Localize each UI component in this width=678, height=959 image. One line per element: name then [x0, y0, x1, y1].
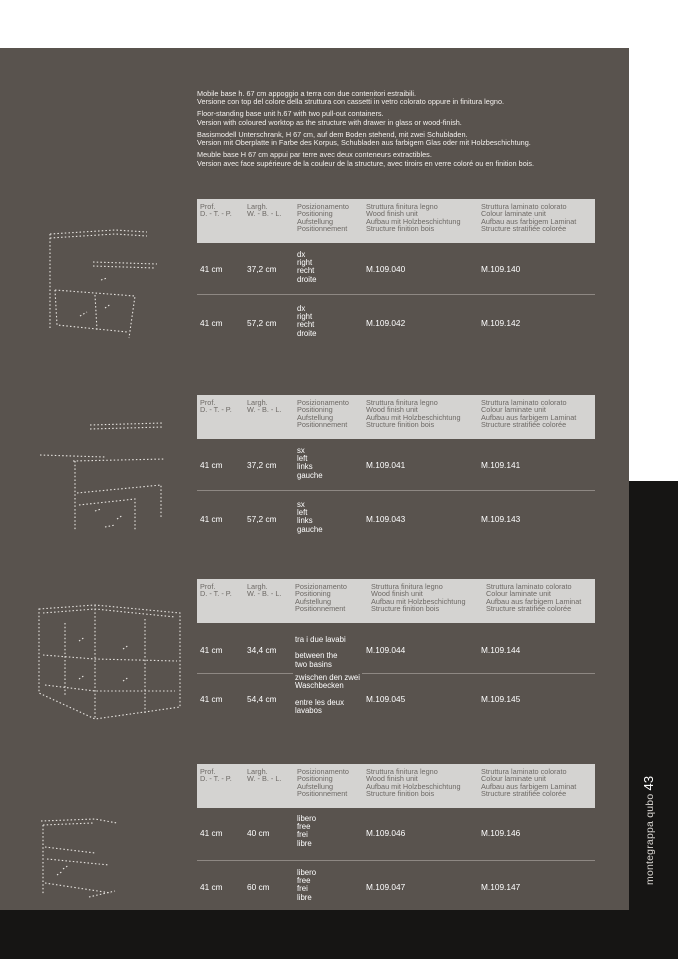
cell-depth: 41 cm	[200, 318, 223, 328]
product-table-4	[197, 764, 595, 917]
table-row	[197, 243, 595, 295]
header-width: Largh. W. - B. - L.	[247, 202, 282, 219]
cell-wood-code: M.109.043	[366, 514, 406, 524]
header-wood: Struttura finitura legno Wood finish unit Aufbau mit Holzbeschichtung Structure finition bois	[371, 582, 466, 614]
product-sketch-free-unit	[35, 805, 175, 910]
cell-wood-code: M.109.047	[366, 882, 406, 892]
product-sketch-left-unit	[35, 415, 175, 540]
header-width: Largh. W. - B. - L.	[247, 398, 282, 415]
header-laminate: Struttura laminato colorato Colour laminate unit Aufbau aus farbigem Laminat Structure stratifiée colorée	[481, 767, 577, 799]
table-row	[197, 439, 595, 491]
table-row	[197, 491, 595, 547]
cell-width: 37,2 cm	[247, 264, 277, 274]
header-position: Posizionamento Positioning Aufstellung Positionnement	[297, 398, 349, 430]
header-position: Posizionamento Positioning Aufstellung Positionnement	[295, 582, 347, 614]
table-row	[197, 808, 595, 861]
cell-depth: 41 cm	[200, 828, 223, 838]
intro-italian: Mobile base h. 67 cm appoggio a terra con due contenitori estraibili. Versione con top del colore della struttura con cassetti in vetro colorato oppure in finitura legno.	[197, 89, 505, 107]
cell-width: 54,4 cm	[247, 694, 277, 704]
cell-laminate-code: M.109.143	[481, 514, 521, 524]
cell-laminate-code: M.109.142	[481, 318, 521, 328]
cell-wood-code: M.109.044	[366, 645, 406, 655]
header-width: Largh. W. - B. - L.	[247, 582, 282, 599]
cell-wood-code: M.109.041	[366, 460, 406, 470]
product-sketch-basin-unit	[35, 595, 185, 720]
cell-wood-code: M.109.042	[366, 318, 406, 328]
cell-wood-code: M.109.040	[366, 264, 406, 274]
side-tab	[629, 481, 678, 959]
cell-laminate-code: M.109.146	[481, 828, 521, 838]
cell-position: sx left links gauche	[297, 500, 323, 534]
intro-french: Meuble base H 67 cm appui par terre avec deux conteneurs extractibles. Version avec face supérieure de la couleur de la structure, avec tiroirs en verre coloré ou en finition bois.	[197, 150, 535, 168]
header-laminate: Struttura laminato colorato Colour laminate unit Aufbau aus farbigem Laminat Structure stratifiée colorée	[481, 202, 577, 234]
cell-position: libero free frei libre	[297, 868, 317, 902]
intro-german: Basismodell Unterschrank, H 67 cm, auf dem Boden stehend, mit zwei Schubladen. Version mit Oberplatte in Farbe des Korpus, Schubladen aus farbigem Glas oder mit Holzbeschichtung.	[197, 129, 531, 148]
cell-width: 34,4 cm	[247, 645, 277, 655]
intro-english: Floor-standing base unit h.67 with two pull-out containers. Version with coloured worktop as the structure with drawer in glass or wood-finish.	[197, 109, 462, 127]
cell-width: 57,2 cm	[247, 318, 277, 328]
table-row	[197, 861, 595, 917]
intro-text	[197, 90, 617, 172]
header-depth: Prof. D. - T. - P.	[200, 767, 232, 784]
cell-wood-code: M.109.045	[366, 694, 406, 704]
header-laminate: Struttura laminato colorato Colour laminate unit Aufbau aus farbigem Laminat Structure stratifiée colorée	[481, 398, 577, 430]
cell-depth: 41 cm	[200, 460, 223, 470]
cell-laminate-code: M.109.145	[481, 694, 521, 704]
cell-position: sx left links gauche	[297, 446, 323, 480]
cell-depth: 41 cm	[200, 694, 223, 704]
header-wood: Struttura finitura legno Wood finish unit Aufbau mit Holzbeschichtung Structure finition bois	[366, 767, 461, 799]
header-depth: Prof. D. - T. - P.	[200, 202, 232, 219]
cell-position: zwischen den zwei Waschbecken entre les deux lavabos	[295, 673, 361, 715]
product-table-2	[197, 395, 595, 547]
product-sketch-right-unit	[35, 220, 175, 345]
cell-position: dx right recht droite	[297, 304, 317, 338]
cell-laminate-code: M.109.141	[481, 460, 521, 470]
header-wood: Struttura finitura legno Wood finish unit Aufbau mit Holzbeschichtung Structure finition bois	[366, 202, 461, 234]
table-row	[197, 623, 595, 674]
table-row	[197, 674, 595, 730]
header-position: Posizionamento Positioning Aufstellung Positionnement	[297, 767, 349, 799]
cell-width: 60 cm	[247, 882, 270, 892]
cell-width: 37,2 cm	[247, 460, 277, 470]
cell-depth: 41 cm	[200, 882, 223, 892]
cell-laminate-code: M.109.144	[481, 645, 521, 655]
table-row	[197, 295, 595, 351]
cell-width: 40 cm	[247, 828, 270, 838]
cell-width: 57,2 cm	[247, 514, 277, 524]
cell-position: libero free frei libre	[297, 814, 317, 848]
header-depth: Prof. D. - T. - P.	[200, 582, 232, 599]
header-laminate: Struttura laminato colorato Colour laminate unit Aufbau aus farbigem Laminat Structure stratifiée colorée	[486, 582, 582, 614]
table-header	[197, 199, 595, 243]
cell-laminate-code: M.109.147	[481, 882, 521, 892]
table-header	[197, 764, 595, 808]
header-wood: Struttura finitura legno Wood finish unit Aufbau mit Holzbeschichtung Structure finition bois	[366, 398, 461, 430]
bottom-bar	[0, 910, 678, 959]
header-depth: Prof. D. - T. - P.	[200, 398, 232, 415]
cell-depth: 41 cm	[200, 645, 223, 655]
cell-depth: 41 cm	[200, 264, 223, 274]
table-header	[197, 395, 595, 439]
cell-depth: 41 cm	[200, 514, 223, 524]
cell-position: dx right recht droite	[297, 250, 317, 284]
page-footer	[641, 776, 656, 885]
cell-wood-code: M.109.046	[366, 828, 406, 838]
product-table-3	[197, 579, 595, 730]
cell-position: tra i due lavabi between the two basins	[295, 635, 346, 669]
product-table-1	[197, 199, 595, 351]
header-width: Largh. W. - B. - L.	[247, 767, 282, 784]
header-position: Posizionamento Positioning Aufstellung Positionnement	[297, 202, 349, 234]
page-number: 43	[641, 775, 656, 791]
cell-laminate-code: M.109.140	[481, 264, 521, 274]
brand-label: montegrappa qubo	[644, 793, 656, 885]
table-header	[197, 579, 595, 623]
